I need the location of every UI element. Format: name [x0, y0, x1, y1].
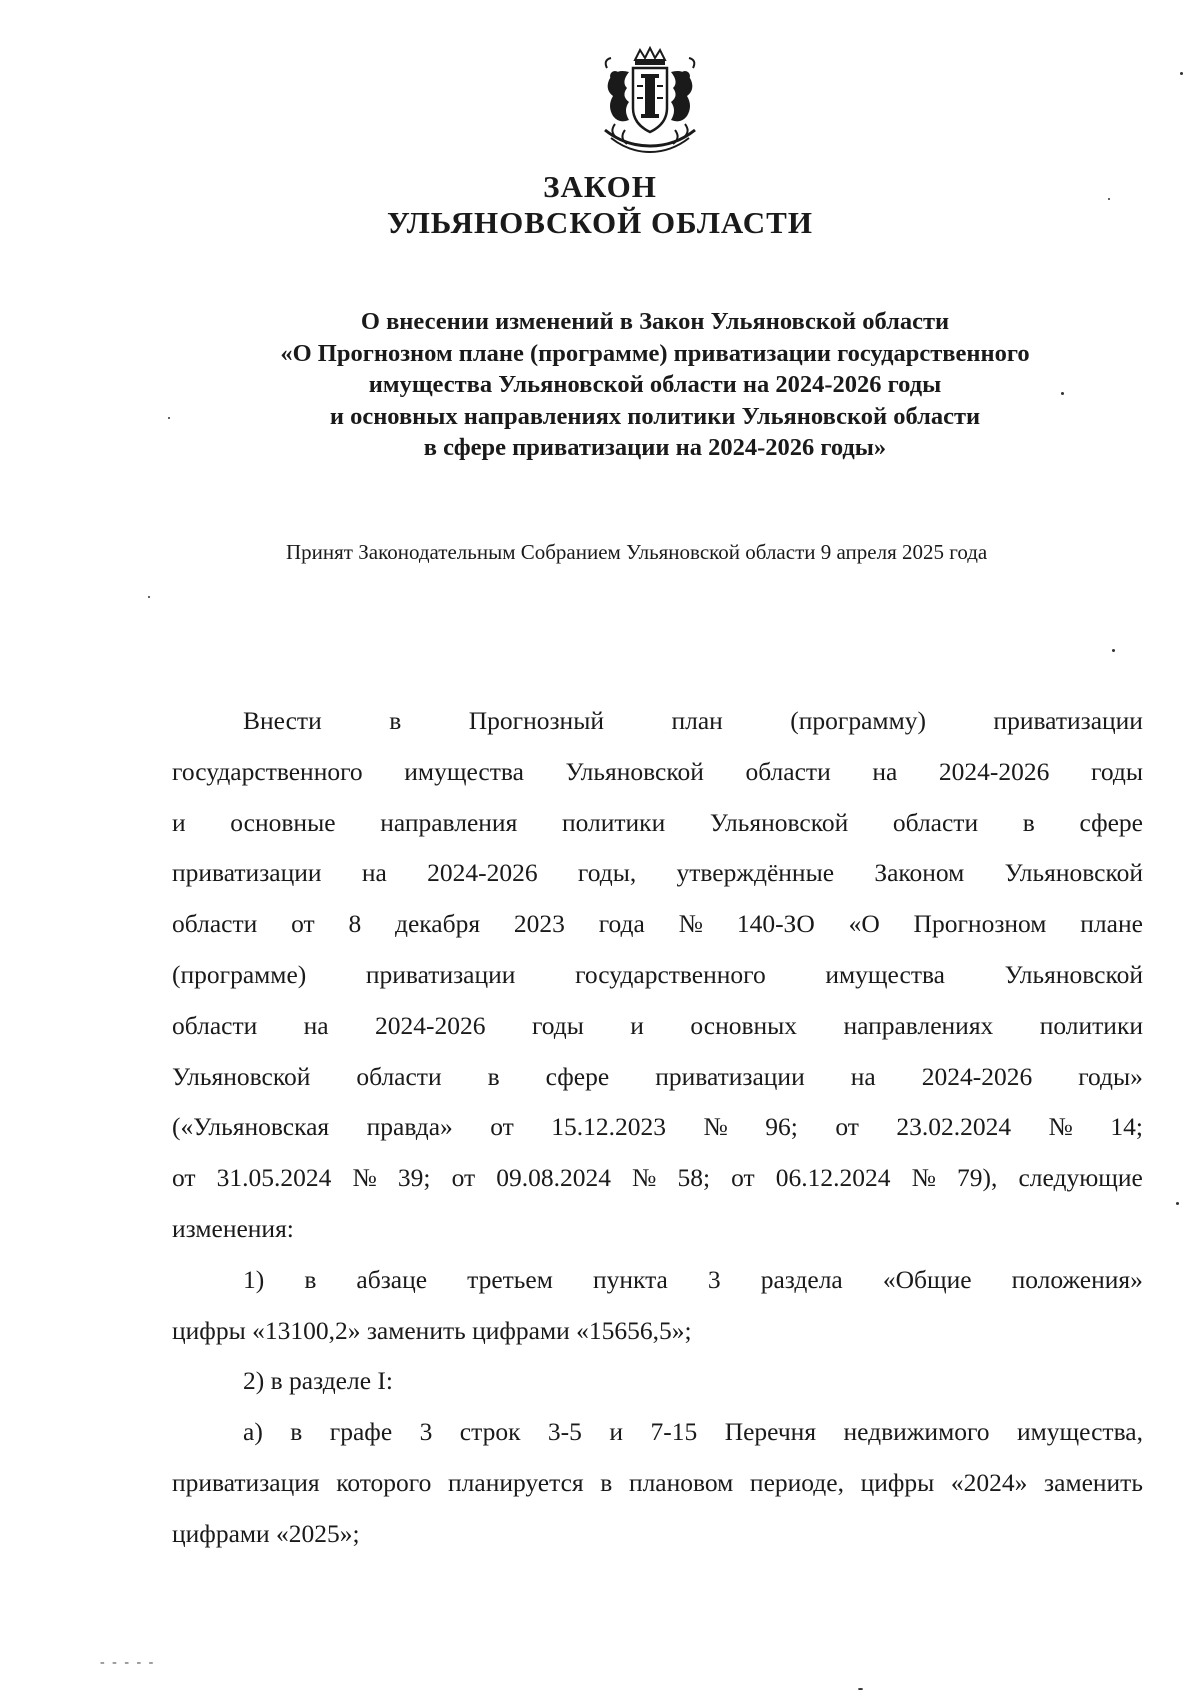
- text-line: [172, 747, 1143, 798]
- text-line: [172, 1001, 1143, 1052]
- word: периоде,: [749, 1467, 844, 1497]
- text-line: изменения:: [172, 1213, 294, 1243]
- word: строк: [459, 1417, 521, 1447]
- scan-speck: [148, 596, 150, 598]
- word: от: [451, 1163, 476, 1193]
- word: 09.08.2024: [496, 1163, 611, 1193]
- scan-speck: [1112, 649, 1115, 652]
- text-line: [172, 1052, 1143, 1103]
- word: в: [487, 1061, 500, 1091]
- word: от: [172, 1163, 196, 1193]
- word: области: [745, 756, 831, 786]
- word: в: [600, 1467, 613, 1497]
- word: 2024-2026: [427, 858, 538, 888]
- word: приватизации: [172, 858, 322, 888]
- word: раздела: [760, 1264, 843, 1294]
- word: Законом: [874, 858, 965, 888]
- word: годы: [1091, 756, 1143, 786]
- word: Ульяновской: [709, 807, 849, 837]
- word: абзаце: [356, 1264, 428, 1294]
- word: области: [892, 807, 979, 837]
- word: утверждённые: [676, 858, 835, 888]
- word: 2024-2026: [938, 756, 1050, 786]
- law-subject: [160, 306, 1150, 464]
- word: («Ульяновская: [172, 1112, 330, 1142]
- word: в: [290, 1417, 303, 1447]
- word: годы»: [1078, 1061, 1143, 1091]
- word: на: [872, 756, 898, 786]
- word: Ульяновской: [1004, 959, 1143, 989]
- word: основных: [690, 1010, 798, 1040]
- word: №: [352, 1163, 377, 1193]
- word: политики: [1039, 1010, 1143, 1040]
- word: 96;: [765, 1112, 798, 1142]
- text-line: [172, 1102, 1143, 1153]
- scan-speck: [858, 1688, 863, 1690]
- word: Перечня: [724, 1417, 817, 1447]
- item-2a-line: [172, 1407, 1143, 1458]
- word: направлениях: [843, 1010, 994, 1040]
- scan-speck: [168, 417, 170, 419]
- word: графе: [329, 1417, 393, 1447]
- word: 06.12.2024: [775, 1163, 891, 1193]
- word: имущества: [825, 959, 945, 989]
- word: приватизации: [993, 706, 1143, 735]
- word: приватизации: [365, 959, 516, 989]
- word: Прогнозном: [913, 909, 1047, 939]
- scan-speck: [1180, 72, 1183, 75]
- word: 58;: [677, 1163, 711, 1193]
- word: (программе): [172, 959, 307, 989]
- subject-line: «О Прогнозном плане (программе) приватизации государственного: [280, 339, 1030, 367]
- word: 2024-2026: [921, 1061, 1033, 1091]
- law-region-title: УЛЬЯНОВСКОЙ ОБЛАСТИ: [387, 205, 813, 240]
- text-line: [172, 696, 1143, 747]
- word: планируется: [448, 1467, 584, 1497]
- word: на: [850, 1061, 876, 1091]
- scan-speck: [1176, 1202, 1179, 1205]
- word: имущества,: [1016, 1417, 1143, 1447]
- word: 3: [707, 1264, 721, 1294]
- word: Ульяновской: [565, 756, 704, 786]
- word: и: [630, 1010, 644, 1040]
- word: области: [172, 1010, 258, 1040]
- subject-line: и основных направлениях политики Ульяновской области: [329, 402, 981, 430]
- body-paragraph: [172, 696, 1143, 1560]
- word: №: [632, 1163, 657, 1193]
- word: 31.05.2024: [216, 1163, 332, 1193]
- word: приватизация: [172, 1467, 320, 1497]
- word: в: [1022, 807, 1035, 837]
- word: 2023: [513, 909, 565, 939]
- word: и: [172, 807, 186, 837]
- word: Внести: [243, 706, 322, 735]
- word: области: [172, 909, 258, 939]
- text-line: [172, 950, 1143, 1001]
- word: третьем: [467, 1264, 553, 1294]
- word: сфере: [545, 1061, 610, 1091]
- item-2-heading: 2) в разделе I:: [243, 1366, 393, 1396]
- word: Прогнозный: [468, 706, 604, 735]
- adoption-note: Принят Законодательным Собранием Ульяновской области 9 апреля 2025 года: [286, 540, 988, 564]
- word: (программу): [790, 706, 926, 735]
- item-2a-line: [172, 1458, 1143, 1509]
- item-1-line: [172, 1255, 1143, 1306]
- word: года: [598, 909, 645, 939]
- word: 2024-2026: [375, 1010, 486, 1040]
- word: в: [389, 706, 402, 735]
- subject-line: в сфере приватизации на 2024-2026 годы»: [423, 434, 887, 461]
- footer-marks: - - - - -: [100, 1655, 156, 1670]
- word: цифры: [860, 1467, 935, 1497]
- word: №: [703, 1112, 728, 1142]
- word: Ульяновской: [172, 1061, 311, 1091]
- word: на: [303, 1010, 329, 1040]
- word: в: [304, 1264, 317, 1294]
- word: «Общие: [882, 1264, 972, 1294]
- word: следующие: [1018, 1163, 1143, 1193]
- word: недвижимого: [843, 1417, 990, 1447]
- word: 1): [243, 1264, 265, 1294]
- subject-line: имущества Ульяновской области на 2024-2026 годы: [368, 371, 942, 398]
- word: 140-ЗО: [736, 909, 815, 939]
- word: годы,: [577, 858, 637, 888]
- subject-line: О внесении изменений в Закон Ульяновской области: [360, 308, 950, 335]
- item-1-line: цифры «13100,2» заменить цифрами «15656,5»;: [172, 1315, 692, 1345]
- word: №: [911, 1163, 936, 1193]
- word: направления: [380, 807, 518, 837]
- word: 79),: [957, 1163, 998, 1193]
- word: «О: [848, 909, 880, 939]
- word: 39;: [397, 1163, 431, 1193]
- text-line: [172, 848, 1143, 899]
- word: 23.02.2024: [896, 1112, 1012, 1142]
- word: а): [243, 1417, 263, 1447]
- scan-speck: [1108, 198, 1110, 200]
- word: от: [291, 909, 315, 939]
- word: от: [490, 1112, 514, 1142]
- word: годы: [531, 1010, 584, 1040]
- word: имущества: [404, 756, 524, 786]
- word: от: [835, 1112, 859, 1142]
- word: политики: [561, 807, 666, 837]
- word: Ульяновской: [1004, 858, 1143, 888]
- law-title: ЗАКОН: [543, 169, 657, 204]
- word: от: [731, 1163, 755, 1193]
- word: 3-5: [547, 1417, 582, 1447]
- word: 8: [348, 909, 362, 939]
- item-2a-line: цифрами «2025»;: [172, 1518, 360, 1548]
- word: 3: [419, 1417, 433, 1447]
- word: 14;: [1110, 1112, 1143, 1142]
- word: государственного: [172, 756, 363, 786]
- ulyanovsk-coat-of-arms-icon: [595, 46, 705, 158]
- word: 15.12.2023: [551, 1112, 667, 1142]
- word: на: [361, 858, 387, 888]
- word: 7-15: [650, 1417, 698, 1447]
- word: и: [609, 1417, 624, 1447]
- word: заменить: [1044, 1467, 1143, 1497]
- word: декабря: [395, 909, 481, 939]
- word: №: [1048, 1112, 1073, 1142]
- word: которого: [336, 1467, 432, 1497]
- word: государственного: [575, 959, 766, 989]
- text-line: [172, 1153, 1143, 1204]
- word: план: [671, 706, 723, 735]
- text-line: [172, 899, 1143, 950]
- word: положения»: [1011, 1264, 1143, 1294]
- scan-speck: [1061, 392, 1064, 395]
- word: приватизации: [655, 1061, 805, 1091]
- word: сфере: [1079, 807, 1143, 837]
- word: пункта: [592, 1264, 668, 1294]
- word: области: [356, 1061, 442, 1091]
- word: №: [678, 909, 703, 939]
- word: «2024»: [950, 1467, 1028, 1497]
- word: правда»: [366, 1112, 453, 1142]
- text-line: [172, 798, 1143, 849]
- word: плане: [1080, 909, 1143, 939]
- word: основные: [230, 807, 336, 837]
- word: плановом: [628, 1467, 734, 1497]
